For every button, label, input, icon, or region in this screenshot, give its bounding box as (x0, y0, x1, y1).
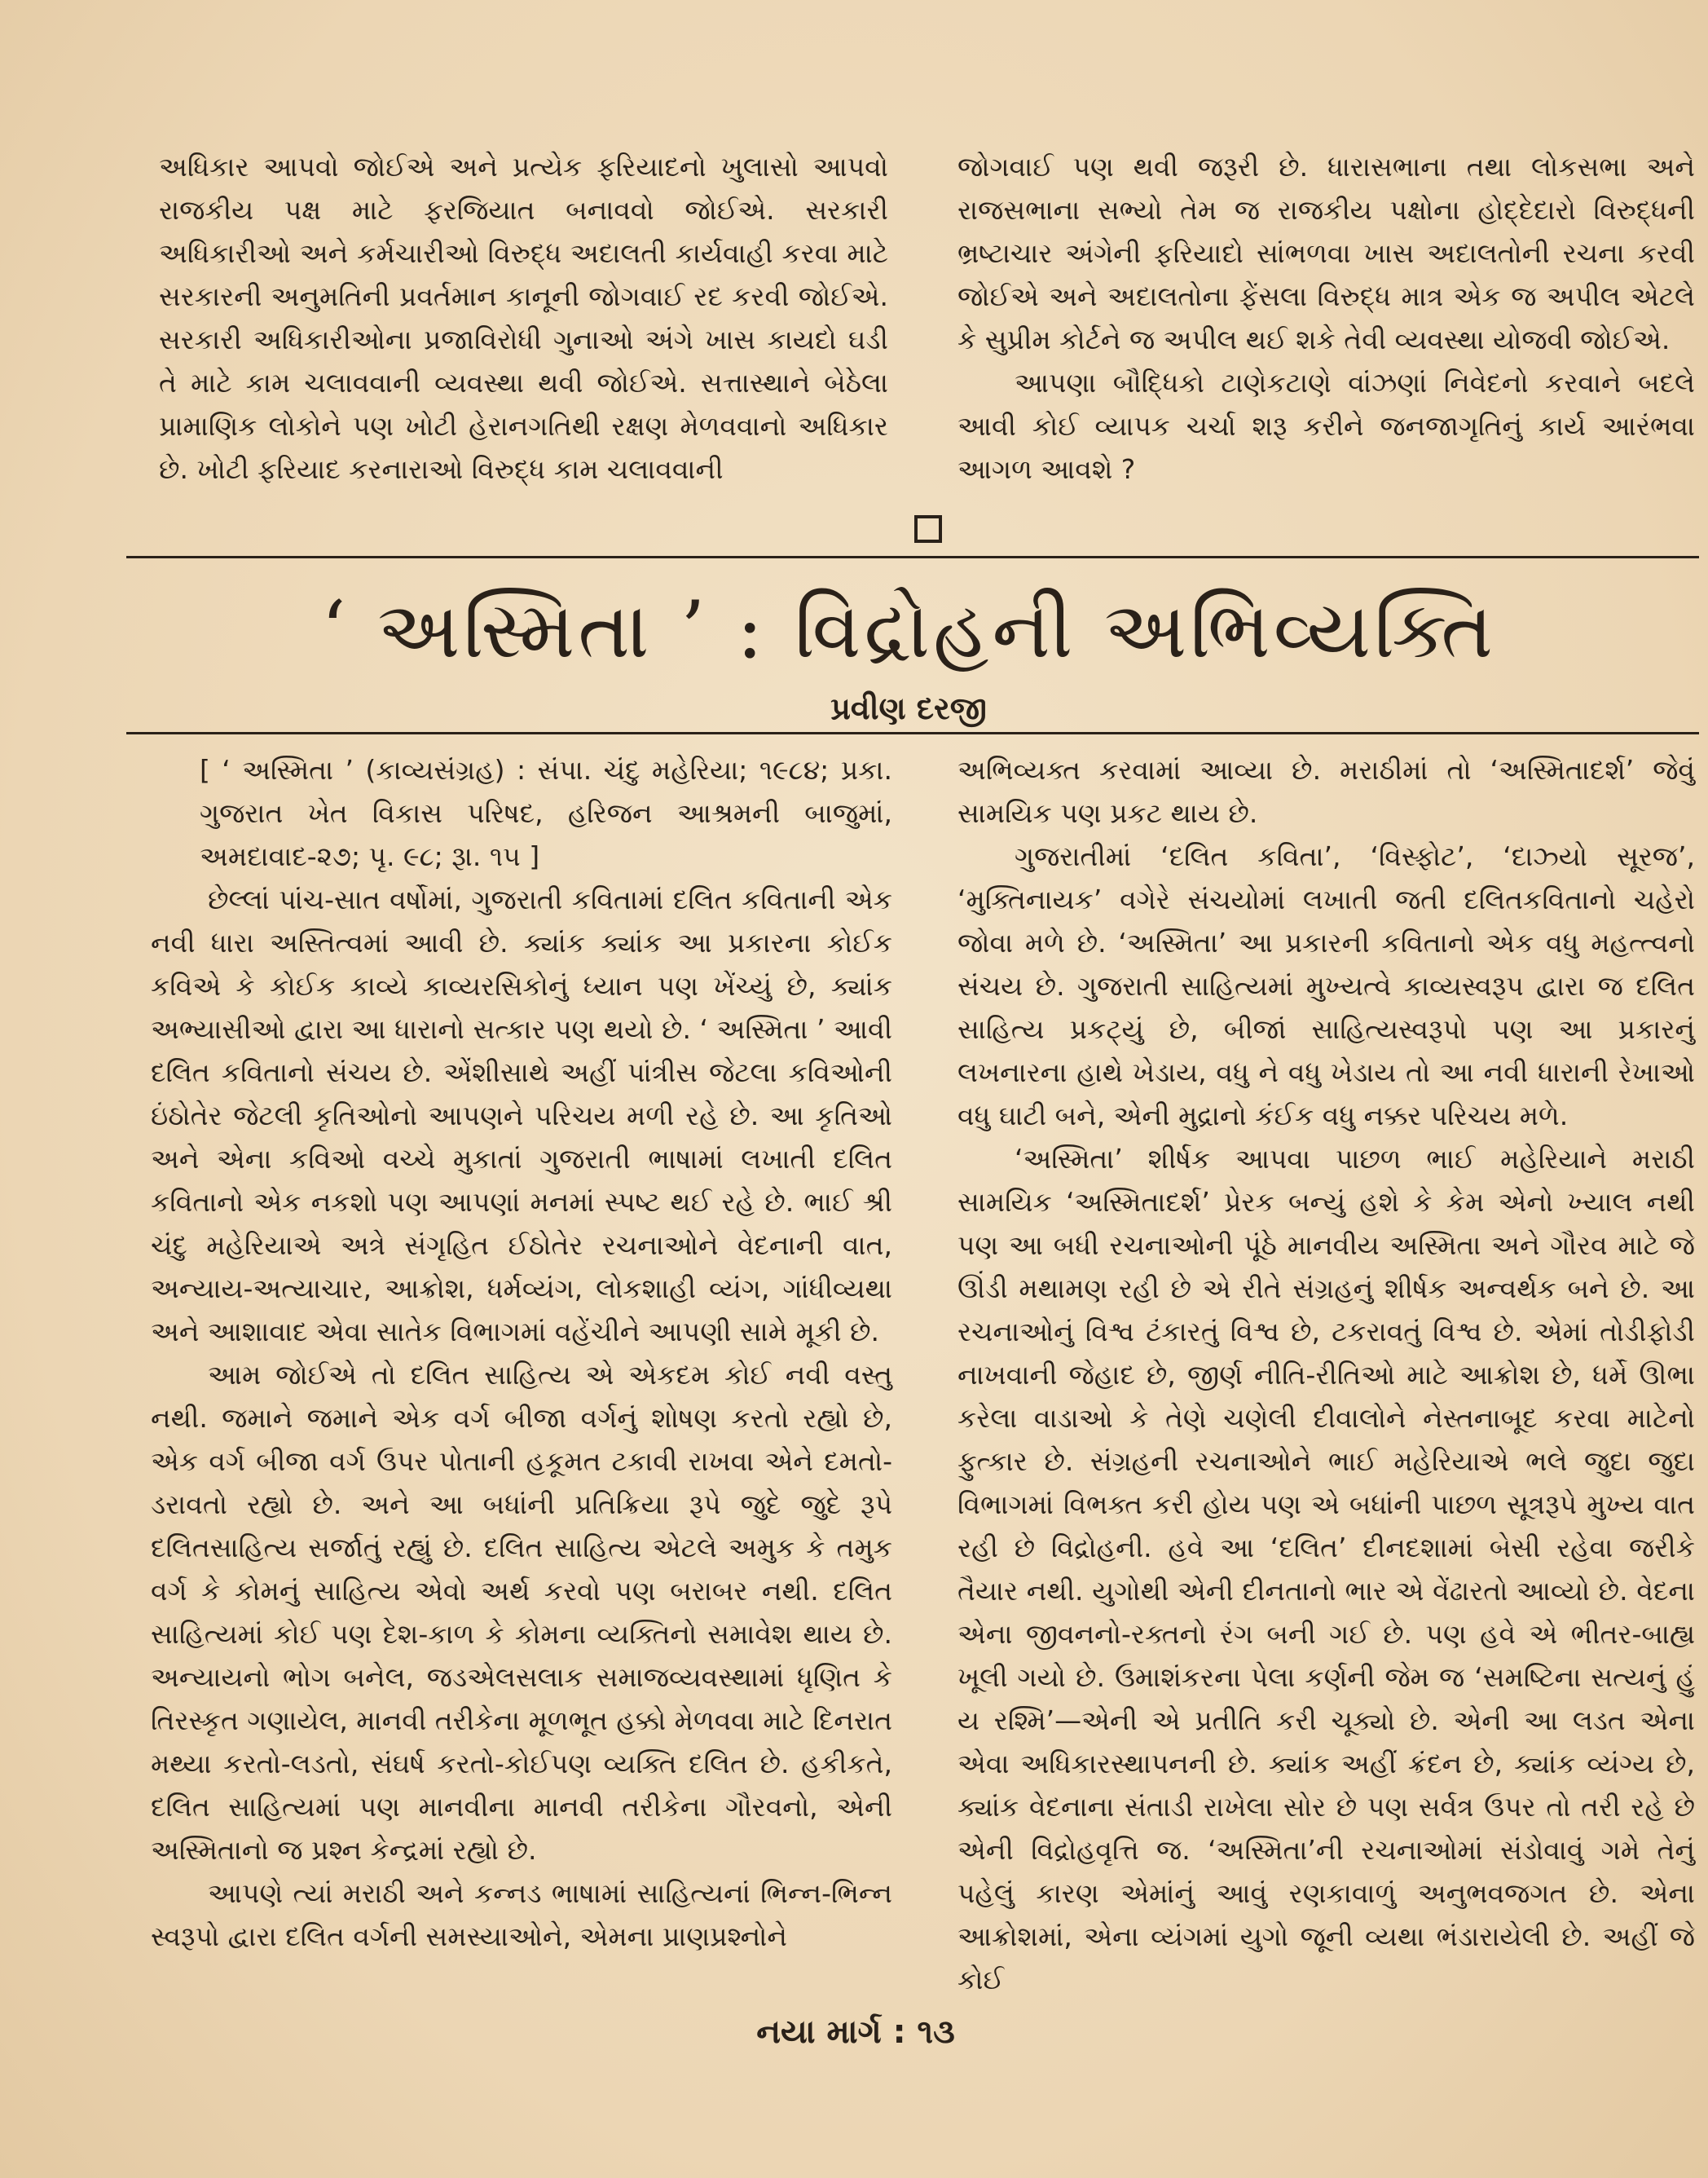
page-footer: નયા માર્ગ : ૧૩ (756, 2013, 955, 2051)
article-paragraph: ગુજરાતીમાં ‘દલિત કવિતા’, ‘વિસ્ફોટ’, ‘દાઝ્યો સૂરજ’, ‘મુક્તિનાયક’ વગેરે સંચયોમાં લખાતી જતી દલિતકવિતાનો ચહેરો જોવા મળે છે. ‘અસ્મિતા’ આ પ્રકારની કવિતાનો એક વધુ મહત્ત્વનો સંચય છે. ગુજરાતી સાહિત્યમાં મુખ્યત્વે કાવ્યસ્વરૂપ દ્વારા જ દલિત સાહિત્ય પ્રકટ્યું છે, બીજાં સાહિત્યસ્વરૂપો પણ આ પ્રકારનું લખનારના હાથે ખેડાય, વધુ ને વધુ ખેડાય તો આ નવી ધારાની રેખાઓ વધુ ઘાટી બને, એની મુદ્રાનો કંઈક વધુ નક્કર પરિચય મળે. (957, 840, 1695, 1131)
article-author: પ્રવીણ દરજી (830, 690, 987, 726)
article-right-column (957, 748, 1695, 2001)
article-title: ‘ અસ્મિતા ’ : વિદ્રોહની અભિવ્યક્તિ (321, 584, 1496, 676)
section-end-square-icon (914, 515, 942, 543)
top-left-column (159, 145, 888, 491)
top-right-paragraph-1: જોગવાઈ પણ થવી જરૂરી છે. ધારાસભાના તથા લોકસભા અને રાજસભાના સભ્યો તેમ જ રાજકીય પક્ષોના હોદ્દેદારો વિરુદ્ધની ભ્રષ્ટાચાર અંગેની ફરિયાદો સાંભળવા ખાસ અદાલતોની રચના કરવી જોઈએ અને અદાલતોના ફેંસલા વિરુદ્ધ માત્ર એક જ અપીલ એટલે કે સુપ્રીમ કોર્ટને જ અપીલ થઈ શકે તેવી વ્યવસ્થા યોજવી જોઈએ. (957, 151, 1695, 355)
book-citation: [ ‘ અસ્મિતા ’ (કાવ્યસંગ્રહ) : સંપા. ચંદુ મહેરિયા; ૧૯૮૪; પ્રકા. ગુજરાત ખેત વિકાસ પરિષદ, હરિજન આશ્રમની બાજુમાં, અમદાવાદ-૨૭; પૃ. ૯૮; રૂા. ૧૫ ] (200, 754, 892, 872)
top-right-paragraph-2: આપણા બૌદ્ધિકો ટાણેકટાણે વાંઝણાં નિવેદનો કરવાને બદલે આવી કોઈ વ્યાપક ચર્ચા શરૂ કરીને જનજાગૃતિનું કાર્ય આરંભવા આગળ આવશે ? (957, 367, 1695, 485)
article-paragraph: અભિવ્યક્ત કરવામાં આવ્યા છે. મરાઠીમાં તો ‘અસ્મિતાદર્શ’ જેવું સામયિક પણ પ્રકટ થાય છે. (957, 754, 1695, 829)
article-paragraph: આમ જોઈએ તો દલિત સાહિત્ય એ એકદમ કોઈ નવી વસ્તુ નથી. જમાને જમાને એક વર્ગ બીજા વર્ગનું શોષણ કરતો રહ્યો છે, એક વર્ગ બીજા વર્ગ ઉપર પોતાની હકૂમત ટકાવી રાખવા એને દમતો-ડરાવતો રહ્યો છે. અને આ બધાંની પ્રતિક્રિયા રૂપે જુદે જુદે રૂપે દલિતસાહિત્ય સર્જાતું રહ્યું છે. દલિત સાહિત્ય એટલે અમુક કે તમુક વર્ગ કે કોમનું સાહિત્ય એવો અર્થ કરવો પણ બરાબર નથી. દલિત સાહિત્યમાં કોઈ પણ દેશ-કાળ કે કોમના વ્યક્તિનો સમાવેશ થાય છે. અન્યાયનો ભોગ બનેલ, જડએલસલાક સમાજવ્યવસ્થામાં ધૃણિત કે તિરસ્કૃત ગણાયેલ, માનવી તરીકેના મૂળભૂત હક્કો મેળવવા માટે દિનરાત મથ્યા કરતો-લડતો, સંઘર્ષ કરતો-કોઈપણ વ્યક્તિ દલિત છે. હકીકતે, દલિત સાહિત્યમાં પણ માનવીના માનવી તરીકેના ગૌરવનો, એની અસ્મિતાનો જ પ્રશ્ન કેન્દ્રમાં રહ્યો છે. (151, 1359, 893, 1866)
article-paragraph: ‘અસ્મિતા’ શીર્ષક આપવા પાછળ ભાઈ મહેરિયાને મરાઠી સામયિક ‘અસ્મિતાદર્શ’ પ્રેરક બન્યું હશે કે કેમ એનો ખ્યાલ નથી પણ આ બધી રચનાઓની પૂંઠે માનવીય અસ્મિતા અને ગૌરવ માટે જે ઊંડી મથામણ રહી છે એ રીતે સંગ્રહનું શીર્ષક અન્વર્થક બને છે. આ રચનાઓનું વિશ્વ ટંકારતું વિશ્વ છે, ટકરાવતું વિશ્વ છે. એમાં તોડીફોડી નાખવાની જેહાદ છે, જીર્ણ નીતિ-રીતિઓ માટે આક્રોશ છે, ધર્મે ઊભા કરેલા વાડાઓ કે તેણે ચણેલી દીવાલોને નેસ્તનાબૂદ કરવા માટેનો ફુત્કાર છે. સંગ્રહની રચનાઓને ભાઈ મહેરિયાએ ભલે જુદા જુદા વિભાગમાં વિભક્ત કરી હોય પણ એ બધાંની પાછળ સૂત્રરૂપે મુખ્ય વાત રહી છે વિદ્રોહની. હવે આ ‘દલિત’ દીનદશામાં બેસી રહેવા જરીકે તૈયાર નથી. યુગોથી એની દીનતાનો ભાર એ વેંઢારતો આવ્યો છે. વેદના એના જીવનનો-રક્તનો રંગ બની ગઈ છે. પણ હવે એ ભીતર-બાહ્ય ખૂલી ગયો છે. ઉમાશંકરના પેલા કર્ણની જેમ જ ‘સમષ્ટિના સત્યનું હું ય રશ્મિ’—એની એ પ્રતીતિ કરી ચૂક્યો છે. એની આ લડત એના એવા અધિકારસ્થાપનની છે. ક્યાંક અહીં ક્રંદન છે, ક્યાંક વ્યંગ્ય છે, ક્યાંક વેદનાના સંતાડી રાખેલા સોર છે પણ સર્વત્ર ઉપર તો તરી રહે છે એની વિદ્રોહવૃત્તિ જ. ‘અસ્મિતા’ની રચનાઓમાં સંડોવાવું ગમે તેનું પહેલું કારણ એમાંનું આવું રણકાવાળું અનુભવજગત છે. એના આક્રોશમાં, એના વ્યંગમાં યુગો જૂની વ્યથા ભંડારાયેલી છે. અહીં જે કોઈ (957, 1143, 1695, 1995)
section-divider-title (126, 732, 1699, 734)
article-left-column (151, 748, 892, 1958)
article-paragraph: છેલ્લાં પાંચ-સાત વર્ષોમાં, ગુજરાતી કવિતામાં દલિત કવિતાની એક નવી ધારા અસ્તિત્વમાં આવી છે. ક્યાંક ક્યાંક આ પ્રકારના કોઈક કવિએ કે કોઈક કાવ્યે કાવ્યરસિકોનું ધ્યાન પણ ખેંચ્યું છે, ક્યાંક અભ્યાસીઓ દ્વારા આ ધારાનો સત્કાર પણ થયો છે. ‘ અસ્મિતા ’ આવી દલિત કવિતાનો સંચય છે. એંશીસાથે અહીં પાંત્રીસ જેટલા કવિઓની ઇંઠોતેર જેટલી કૃતિઓનો આપણને પરિચય મળી રહે છે. આ કૃતિઓ અને એના કવિઓ વચ્ચે મુકાતાં ગુજરાતી ભાષામાં લખાતી દલિત કવિતાનો એક નકશો પણ આપણાં મનમાં સ્પષ્ટ થઈ રહે છે. ભાઈ શ્રી ચંદુ મહેરિયાએ અત્રે સંગૃહિત ઈઠોતેર રચનાઓને વેદનાની વાત, અન્યાય-અત્યાચાર, આક્રોશ, ધર્મવ્યંગ, લોકશાહી વ્યંગ, ગાંધીવ્યથા અને આશાવાદ એવા સાતેક વિભાગમાં વહેંચીને આપણી સામે મૂકી છે. (151, 884, 892, 1347)
top-right-column (957, 145, 1695, 491)
article-paragraph: આપણે ત્યાં મરાઠી અને કન્નડ ભાષામાં સાહિત્યનાં ભિન્ન-ભિન્ન સ્વરૂપો દ્વારા દલિત વર્ગની સમસ્યાઓને, એમના પ્રાણપ્રશ્નોને (151, 1877, 892, 1952)
section-divider-top (126, 556, 1699, 558)
top-left-paragraph: અધિકાર આપવો જોઈએ અને પ્રત્યેક ફરિયાદનો ખુલાસો આપવો રાજકીય પક્ષ માટે ફરજિયાત બનાવવો જોઈએ. સરકારી અધિકારીઓ અને કર્મચારીઓ વિરુદ્ધ અદાલતી કાર્યવાહી કરવા માટે સરકારની અનુમતિની પ્રવર્તમાન કાનૂની જોગવાઈ રદ કરવી જોઈએ. સરકારી અધિકારીઓના પ્રજાવિરોધી ગુનાઓ અંગે ખાસ કાયદો ઘડી તે માટે કામ ચલાવવાની વ્યવસ્થા થવી જોઈએ. સત્તાસ્થાને બેઠેલા પ્રામાણિક લોકોને પણ ખોટી હેરાનગતિથી રક્ષણ મેળવવાનો અધિકાર છે. ખોટી ફરિયાદ કરનારાઓ વિરુદ્ધ કામ ચલાવવાની (159, 151, 888, 485)
